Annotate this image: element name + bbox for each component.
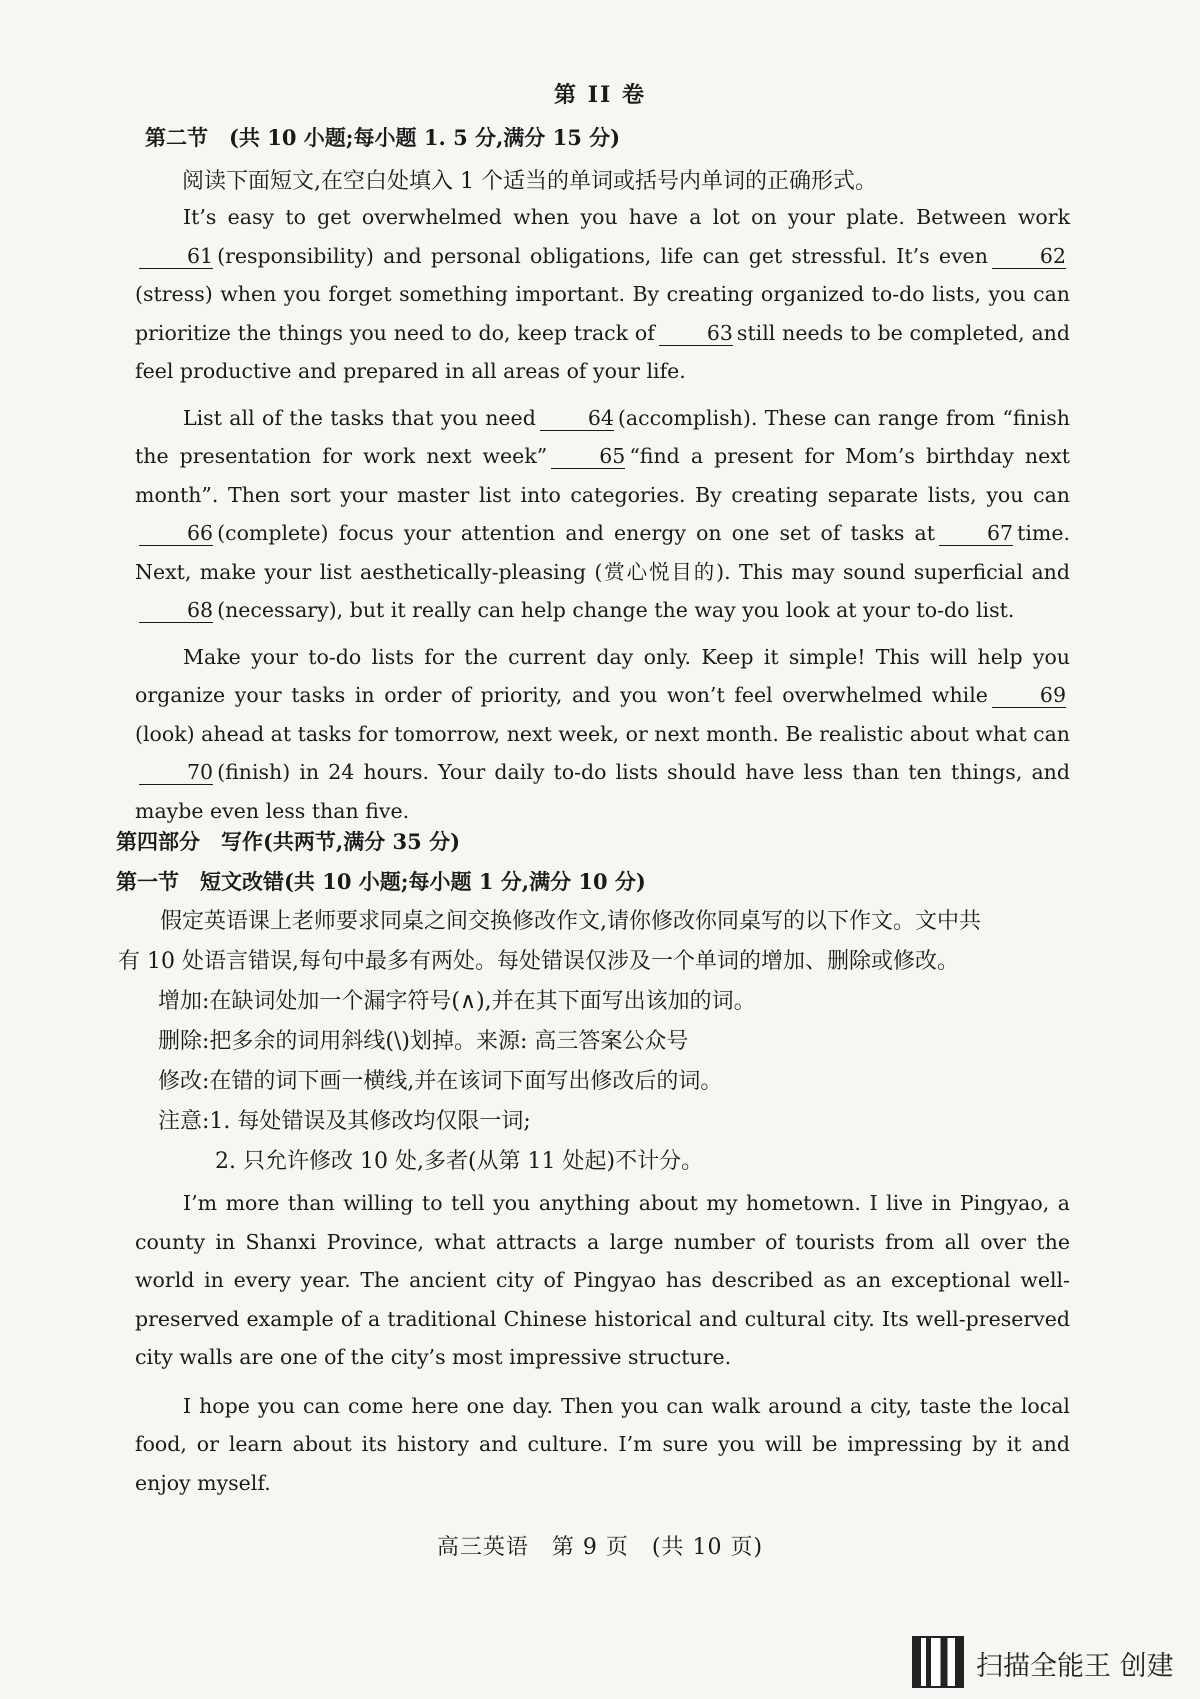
section2-title: 第二节 (共 10 小题;每小题 1. 5 分,满分 15 分) bbox=[145, 125, 621, 150]
cloze-paragraph-2: List all of the tasks that you need 64 (accomplish). These can range from “finish the presentation for work next week” 65 “find a present for Mom’s birthday next month”. Then sort your master list into categories. By creating separate lists, you can66 (complete) focus your attention and energy on one set of tasks at 67 time. Next, make your list aesthetically-pleasing (赏心悦目的). This may sound superficial and68 (necessary), but it really can help change the way you look at your to-do list. bbox=[135, 405, 1071, 622]
essay-paragraph-2: I hope you can come here one day. Then you can walk around a city, taste the local food, or learn about its history and culture. I’m sure you will be impressing by it and enjoy myself. bbox=[135, 1393, 1070, 1495]
blank-66[interactable]: 66 bbox=[139, 521, 213, 546]
rule-delete: 删除:把多余的词用斜线(\)划掉。来源: 高三答案公众号 bbox=[158, 1029, 689, 1054]
blank-62[interactable]: 62 bbox=[992, 244, 1066, 269]
essay bbox=[135, 1184, 1070, 1502]
blank-70[interactable]: 70 bbox=[139, 760, 213, 785]
blank-68[interactable]: 68 bbox=[139, 598, 213, 623]
blank-64[interactable]: 64 bbox=[540, 406, 614, 431]
section2-instruction: 阅读下面短文,在空白处填入 1 个适当的单词或括号内单词的正确形式。 bbox=[182, 169, 877, 194]
qr-code-icon bbox=[912, 1636, 964, 1688]
scanner-watermark: 扫描全能王 创建 bbox=[976, 1651, 1174, 1682]
blank-69[interactable]: 69 bbox=[992, 683, 1066, 708]
blank-63[interactable]: 63 bbox=[659, 321, 733, 346]
note-1: 注意:1. 每处错误及其修改均仅限一词; bbox=[158, 1109, 531, 1134]
volume-title: 第 II 卷 bbox=[554, 82, 646, 108]
blank-65[interactable]: 65 bbox=[551, 444, 625, 469]
blank-67[interactable]: 67 bbox=[939, 521, 1013, 546]
page-footer: 高三英语 第 9 页 (共 10 页) bbox=[436, 1535, 764, 1560]
cloze-passage bbox=[135, 198, 1070, 830]
blank-61[interactable]: 61 bbox=[139, 244, 213, 269]
note-2: 2. 只允许修改 10 处,多者(从第 11 处起)不计分。 bbox=[215, 1149, 704, 1174]
correction-instruction-1: 假定英语课上老师要求同桌之间交换修改作文,请你修改你同桌写的以下作文。文中共 bbox=[160, 909, 981, 934]
part4-section1-title: 第一节 短文改错(共 10 小题;每小题 1 分,满分 10 分) bbox=[116, 869, 646, 894]
rule-add: 增加:在缺词处加一个漏字符号(∧),并在其下面写出该加的词。 bbox=[158, 989, 756, 1014]
rule-modify: 修改:在错的词下画一横线,并在该词下面写出修改后的词。 bbox=[158, 1069, 723, 1094]
essay-paragraph-1: I’m more than willing to tell you anything about my hometown. I live in Pingyao, a county in Shanxi Province, what attracts a large number of tourists from all over the world in every year. The ancient city of Pingyao has described as an exceptional well-preserved example of a traditional Chinese historical and cultural city. Its well-preserved city walls are one of the city’s most impressive structure. bbox=[135, 1191, 1070, 1369]
cloze-paragraph-1: It’s easy to get overwhelmed when you have a lot on your plate. Between work61 (responsibility) and personal obligations, life can get stressful. It’s even 62(stress) when you forget something important. By creating organized to-do lists, you can prioritize the things you need to do, keep track of 63 still needs to be completed, and feel productive and prepared in all areas of your life. bbox=[135, 205, 1070, 383]
part4-title: 第四部分 写作(共两节,满分 35 分) bbox=[116, 829, 461, 854]
cloze-paragraph-3: Make your to-do lists for the current day only. Keep it simple! This will help you organize your tasks in order of priority, and you won’t feel overwhelmed while 69(look) ahead at tasks for tomorrow, next week, or next month. Be realistic about what can70 (finish) in 24 hours. Your daily to-do lists should have less than ten things, and maybe even less than five. bbox=[135, 644, 1070, 823]
correction-instruction-2: 有 10 处语言错误,每句中最多有两处。每处错误仅涉及一个单词的增加、删除或修改。 bbox=[118, 949, 959, 974]
